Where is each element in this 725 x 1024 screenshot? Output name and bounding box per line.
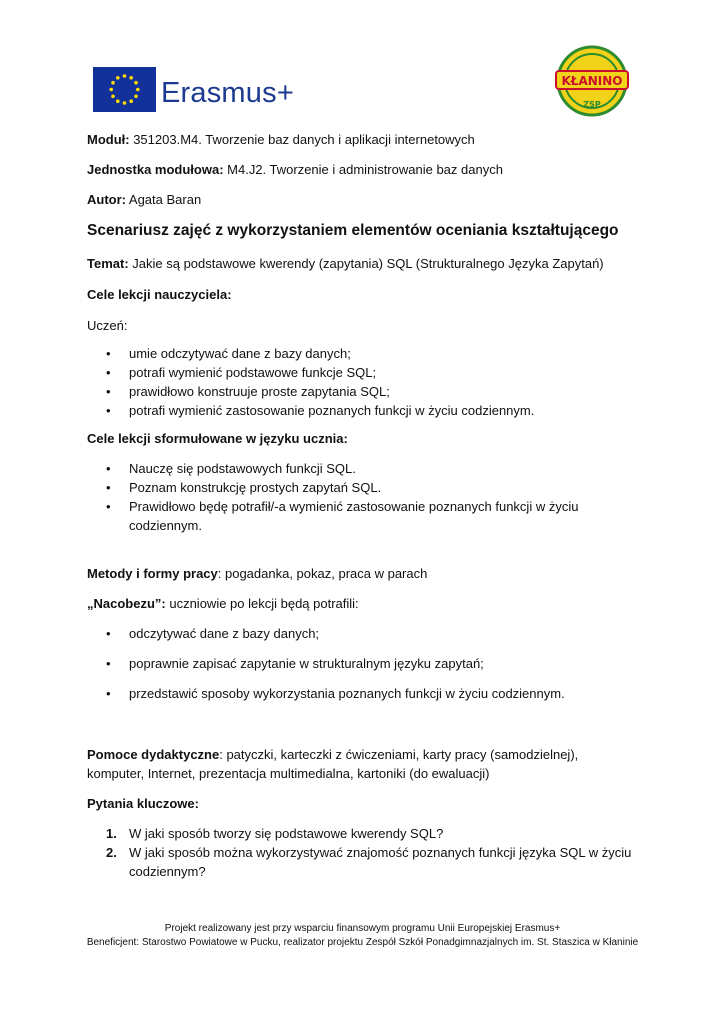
list-item: 2. W jaki sposób można wykorzystywać znajomość poznanych funkcji języka SQL w życiu (106, 845, 632, 860)
bullet-icon: • (106, 365, 111, 380)
footer-line2: Beneficjent: Starostwo Powiatowe w Pucku, realizator projektu Zespół Szkół Ponadgimnazjalnych im. St. Staszica w Kłaninie (86, 937, 639, 948)
list-item-continuation: codziennym. (129, 518, 202, 533)
list-item: • potrafi wymienić podstawowe funkcje SQL; (106, 365, 377, 380)
list-item: • Prawidłowo będę potrafił/-a wymienić zastosowanie poznanych funkcji w życiu (106, 499, 579, 514)
nacobezu: „Nacobezu”: uczniowie po lekcji będą potrafili: (87, 596, 359, 611)
footer-line1: Projekt realizowany jest przy wsparciu finansowym programu Unii Europejskiej Erasmus+ (164, 923, 561, 934)
key-questions-list (106, 824, 631, 881)
teacher-goals-heading: Cele lekcji nauczyciela: (87, 287, 232, 302)
bullet-icon: • (106, 461, 111, 476)
list-item: 1. W jaki sposób tworzy się podstawowe kwerendy SQL? (106, 826, 444, 841)
klanino-badge-icon (553, 45, 631, 117)
methods: Metody i formy pracy: pogadanka, pokaz, praca w parach (87, 566, 428, 581)
teacher-goals-list (106, 344, 534, 420)
list-item-continuation: codziennym? (129, 864, 206, 879)
topic: Temat: Jakie są podstawowe kwerendy (zapytania) SQL (Strukturalnego Języka Zapytań) (87, 256, 604, 271)
meta-module: Moduł: 351203.M4. Tworzenie baz danych i aplikacji internetowych (87, 132, 475, 147)
list-item: • przedstawić sposoby wykorzystania poznanych funkcji w życiu codziennym. (106, 686, 565, 701)
teacher-goals-intro: Uczeń: (87, 318, 128, 333)
student-goals-list (106, 459, 578, 535)
badge-subtext: ZSP (583, 100, 601, 109)
list-item: • potrafi wymienić zastosowanie poznanych funkcji w życiu codziennym. (106, 403, 535, 418)
list-item: • Nauczę się podstawowych funkcji SQL. (106, 461, 356, 476)
meta-author: Autor: Agata Baran (87, 192, 202, 207)
aids: Pomoce dydaktyczne: patyczki, karteczki z ćwiczeniami, karty pracy (samodzielnej), (87, 747, 579, 762)
list-item: • odczytywać dane z bazy danych; (106, 626, 320, 641)
key-questions-heading: Pytania kluczowe: (87, 796, 199, 811)
bullet-icon: • (106, 480, 111, 495)
bullet-icon: • (106, 686, 111, 701)
erasmus-logo (93, 67, 303, 115)
bullet-icon: • (106, 656, 111, 671)
bullet-icon: • (106, 626, 111, 641)
nacobezu-list (106, 624, 565, 703)
badge-text: KŁANINO (561, 74, 623, 88)
list-item: • Poznam konstrukcję prostych zapytań SQL. (106, 480, 382, 495)
list-item: • umie odczytywać dane z bazy danych; (106, 346, 351, 361)
bullet-icon: • (106, 499, 111, 514)
bullet-icon: • (106, 346, 111, 361)
eu-flag-icon (93, 67, 156, 112)
page-title: Scenariusz zajęć z wykorzystaniem elementów oceniania kształtującego (87, 222, 619, 239)
list-item: • prawidłowo konstruuje proste zapytania SQL; (106, 384, 390, 399)
student-goals-heading: Cele lekcji sformułowane w języku ucznia: (87, 431, 348, 446)
bullet-icon: • (106, 403, 111, 418)
erasmus-wordmark: Erasmus+ (161, 77, 294, 109)
aids-line2: komputer, Internet, prezentacja multimedialna, kartoniki (do ewaluacji) (87, 766, 490, 781)
list-item: • poprawnie zapisać zapytanie w strukturalnym języku zapytań; (106, 656, 484, 671)
meta-unit: Jednostka modułowa: M4.J2. Tworzenie i administrowanie baz danych (87, 162, 503, 177)
bullet-icon: • (106, 384, 111, 399)
